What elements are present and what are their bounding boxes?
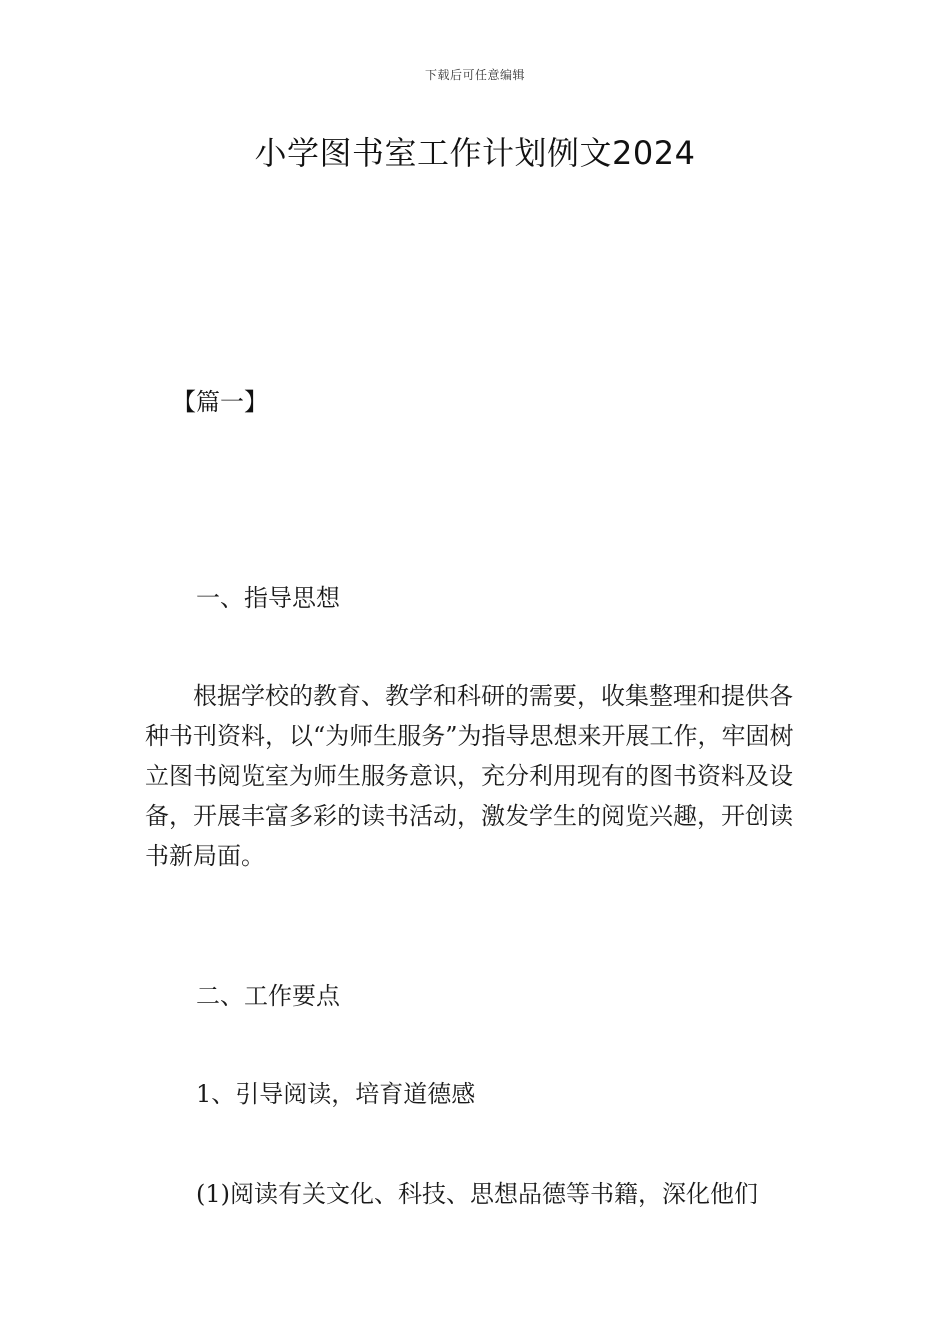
document-title: 小学图书室工作计划例文2024 bbox=[254, 134, 696, 172]
header-note: 下载后可任意编辑 bbox=[424, 68, 525, 82]
paragraph-guiding-ideology: 根据学校的教育、教学和科研的需要，收集整理和提供各种书刊资料，以“为师生服务”为指导思想来开展工作，牢固树立图书阅览室为师生服务意识，充分利用现有的图书资料及设备，开展丰富多彩的读书活动，激发学生的阅览兴趣，开创读书新局面。 bbox=[145, 682, 794, 870]
heading-guide-reading: 1、引导阅读，培育道德感 bbox=[196, 1080, 476, 1108]
heading-guiding-ideology: 一、指导思想 bbox=[196, 584, 340, 612]
heading-work-points: 二、工作要点 bbox=[196, 982, 340, 1010]
section-tag: 【篇一】 bbox=[172, 388, 268, 416]
paragraph-reading-item: (1)阅读有关文化、科技、思想品德等书籍，深化他们 bbox=[196, 1180, 758, 1208]
